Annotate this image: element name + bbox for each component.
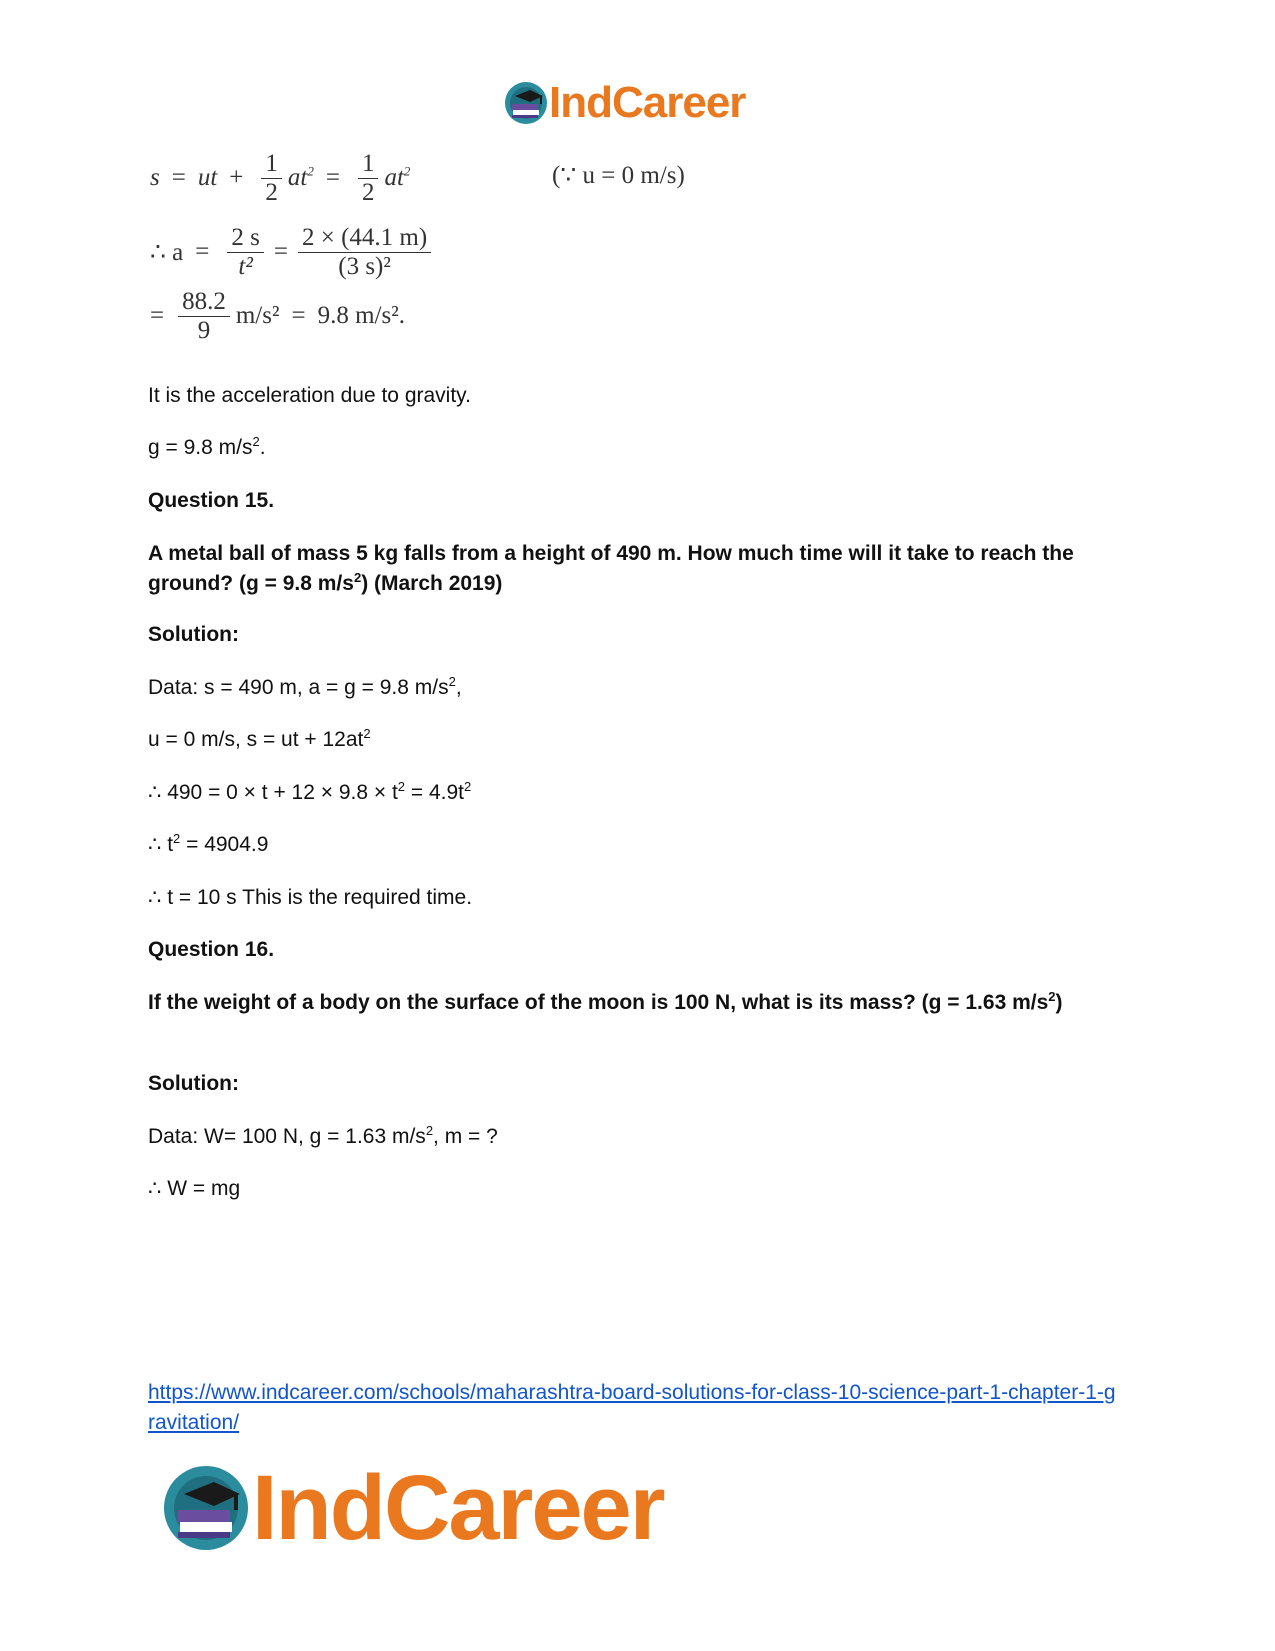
solution-15-substitution: ∴ $490 = 0 \times t + 12 \times 9.8 \times t^2 = 4.9t^2$ — [148, 779, 472, 804]
question-15-text: A metal ball of mass 5 kg falls from a height of 490 m. How much time will it take to reach the ground? (g = 9.8 $m/s^2$) (March 2019) — [148, 542, 1074, 595]
solution-15-equation: u = 0 m/s, s = ut + $12at^2$ — [148, 726, 371, 751]
text-g-value: g = 9.8 $m/s^2$. — [148, 434, 266, 459]
solution-16-data: Data: W= 100 N, g = 1.63 $m/s^2$, m = ? — [148, 1123, 498, 1148]
solution-15-data: Data: s = 490 m, a = g = 9.8 $m/s^2$, — [148, 674, 462, 699]
equation-line-2: ∴ a = $\frac{2 s}{\text{t²}}$ = $\frac{2 \times (44.1 m)}{\text{(3 s)²}}$ — [150, 224, 437, 280]
solution-15-t-squared: ∴ $t^2 = 4904.9$ — [148, 831, 269, 856]
indcareer-emblem-icon — [160, 1462, 252, 1554]
solution-15-label: Solution: — [148, 623, 239, 646]
question-16-title: Question 16. — [148, 938, 275, 961]
question-15-title: Question 15. — [148, 489, 275, 512]
solution-16-formula: ∴ W = mg — [148, 1177, 241, 1200]
brand-name: IndCareer — [549, 78, 746, 127]
brand-name: IndCareer — [252, 1457, 664, 1559]
equation-condition: (∵ u = 0 m/s) — [552, 162, 685, 189]
equation-line-1: s = ut + $\frac{1}{2}$ $at^2$ = $\frac{1}{2}$ $at^2$ — [150, 150, 411, 206]
source-link[interactable]: https://www.indcareer.com/schools/maharashtra-board-solutions-for-class-10-science-part-1-chapter-1-gravitation/ — [148, 1381, 1116, 1434]
text-acceleration-gravity: It is the acceleration due to gravity. — [148, 384, 471, 407]
indcareer-emblem-icon — [503, 80, 549, 126]
question-16-text: If the weight of a body on the surface of the moon is 100 N, what is its mass? (g = 1.63 $m/s^2$) — [148, 989, 1063, 1014]
header-logo — [503, 80, 745, 126]
solution-16-label: Solution: — [148, 1072, 239, 1095]
solution-15-answer: ∴ t = 10 s This is the required time. — [148, 886, 473, 909]
equation-line-3: = $\frac{88.2}{9}$ m/s² = 9.8 m/s². — [150, 288, 405, 344]
footer-logo — [160, 1457, 664, 1559]
